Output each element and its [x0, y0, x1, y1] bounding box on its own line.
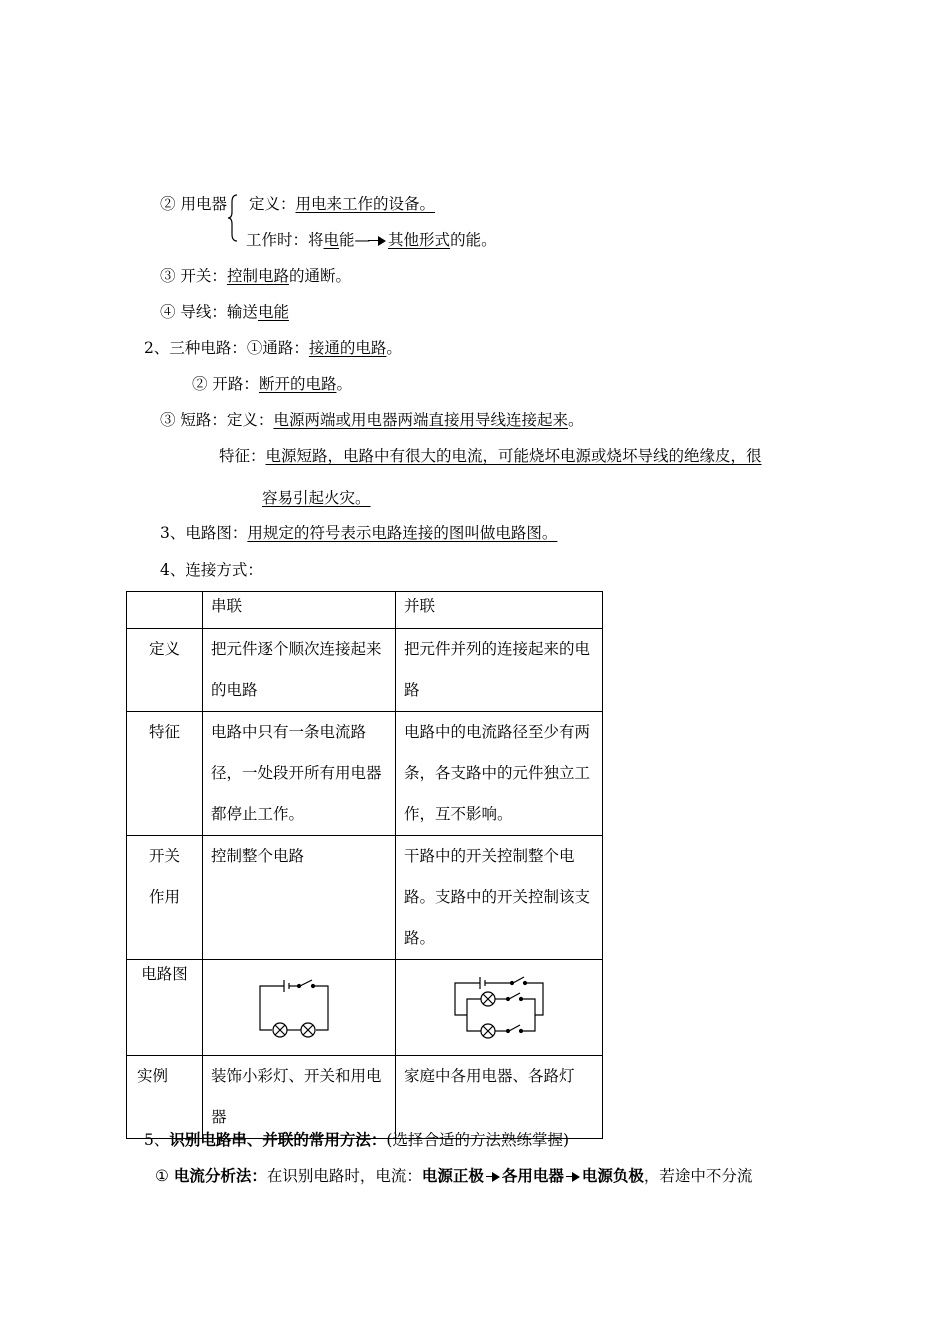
row-label: 特征	[127, 712, 203, 836]
open-circuit-line: ② 开路：断开的电路。	[192, 375, 352, 393]
three-circuits-line: 2、三种电路：①通路：接通的电路。	[144, 339, 402, 357]
parallel-diagram-cell	[396, 960, 603, 1056]
method-line: 5、识别电路串、并联的常用方法：(选择合适的方法熟练掌握)	[144, 1131, 569, 1149]
series-cell: 控制整个电路	[211, 847, 305, 865]
series-cell: 装饰小彩灯、开关和用电器	[211, 1067, 382, 1126]
short-circuit-feature-cont: 容易引起火灾。	[262, 489, 371, 507]
parallel-cell: 干路中的开关控制整个电路。支路中的开关控制该支路。	[404, 847, 591, 947]
row-label: 定义	[127, 629, 203, 712]
parallel-cell: 电路中的电流路径至少有两条，各支路中的元件独立工作，互不影响。	[404, 723, 591, 823]
row-label: 实例	[127, 1056, 203, 1139]
series-cell: 把元件逐个顺次连接起来的电路	[211, 640, 382, 699]
table-row	[127, 1056, 603, 1139]
series-cell: 电路中只有一条电流路径，一处段开所有用电器都停止工作。	[211, 723, 382, 823]
table-row	[127, 836, 603, 960]
brace-icon	[228, 194, 238, 242]
short-circuit-line: ③ 短路：定义：电源两端或用电器两端直接用导线连接起来。	[160, 411, 584, 429]
short-circuit-feature: 特征：电源短路，电路中有很大的电流，可能烧坏电源或烧坏导线的绝缘皮，很	[219, 447, 762, 465]
diagram-line: 3、电路图：用规定的符号表示电路连接的图叫做电路图。	[160, 524, 558, 542]
appliance-work: 工作时：将电能— 其他形式的能。	[246, 231, 497, 249]
table-row	[127, 629, 603, 712]
switch-line: ③ 开关：控制电路的通断。	[160, 267, 351, 285]
parallel-circuit-diagram	[449, 975, 549, 1041]
parallel-cell: 把元件并列的连接起来的电路	[404, 640, 591, 699]
arrow-icon	[486, 1172, 500, 1182]
appliance-definition-text: 用电来工作的设备。	[295, 195, 436, 213]
row-label: 电路图	[127, 960, 203, 1056]
arrow-icon	[368, 236, 386, 246]
connect-title: 4、连接方式：	[160, 561, 263, 579]
table-header-series: 串联	[203, 592, 396, 629]
table-row	[127, 960, 603, 1056]
series-circuit-diagram	[254, 978, 344, 1038]
connection-table	[126, 591, 603, 1139]
table-header-row	[127, 592, 603, 629]
row-label: 开关作用	[148, 847, 180, 906]
wire-line: ④ 导线：输送电能	[160, 303, 289, 321]
table-header-parallel: 并联	[396, 592, 603, 629]
appliance-line	[160, 194, 227, 214]
parallel-cell: 家庭中各用电器、各路灯	[404, 1067, 575, 1085]
table-row	[127, 712, 603, 836]
series-diagram-cell	[203, 960, 396, 1056]
arrow-icon	[566, 1172, 580, 1182]
appliance-definition: 定义：用电来工作的设备。	[249, 195, 436, 213]
appliance-label: 用电器	[180, 195, 227, 213]
table-cell	[127, 592, 203, 629]
current-analysis-line: ① 电流分析法：在识别电路时，电流：电源正极 各用电器 电源负极，若途中不分流	[155, 1167, 753, 1185]
appliance-number: ②	[160, 195, 181, 213]
